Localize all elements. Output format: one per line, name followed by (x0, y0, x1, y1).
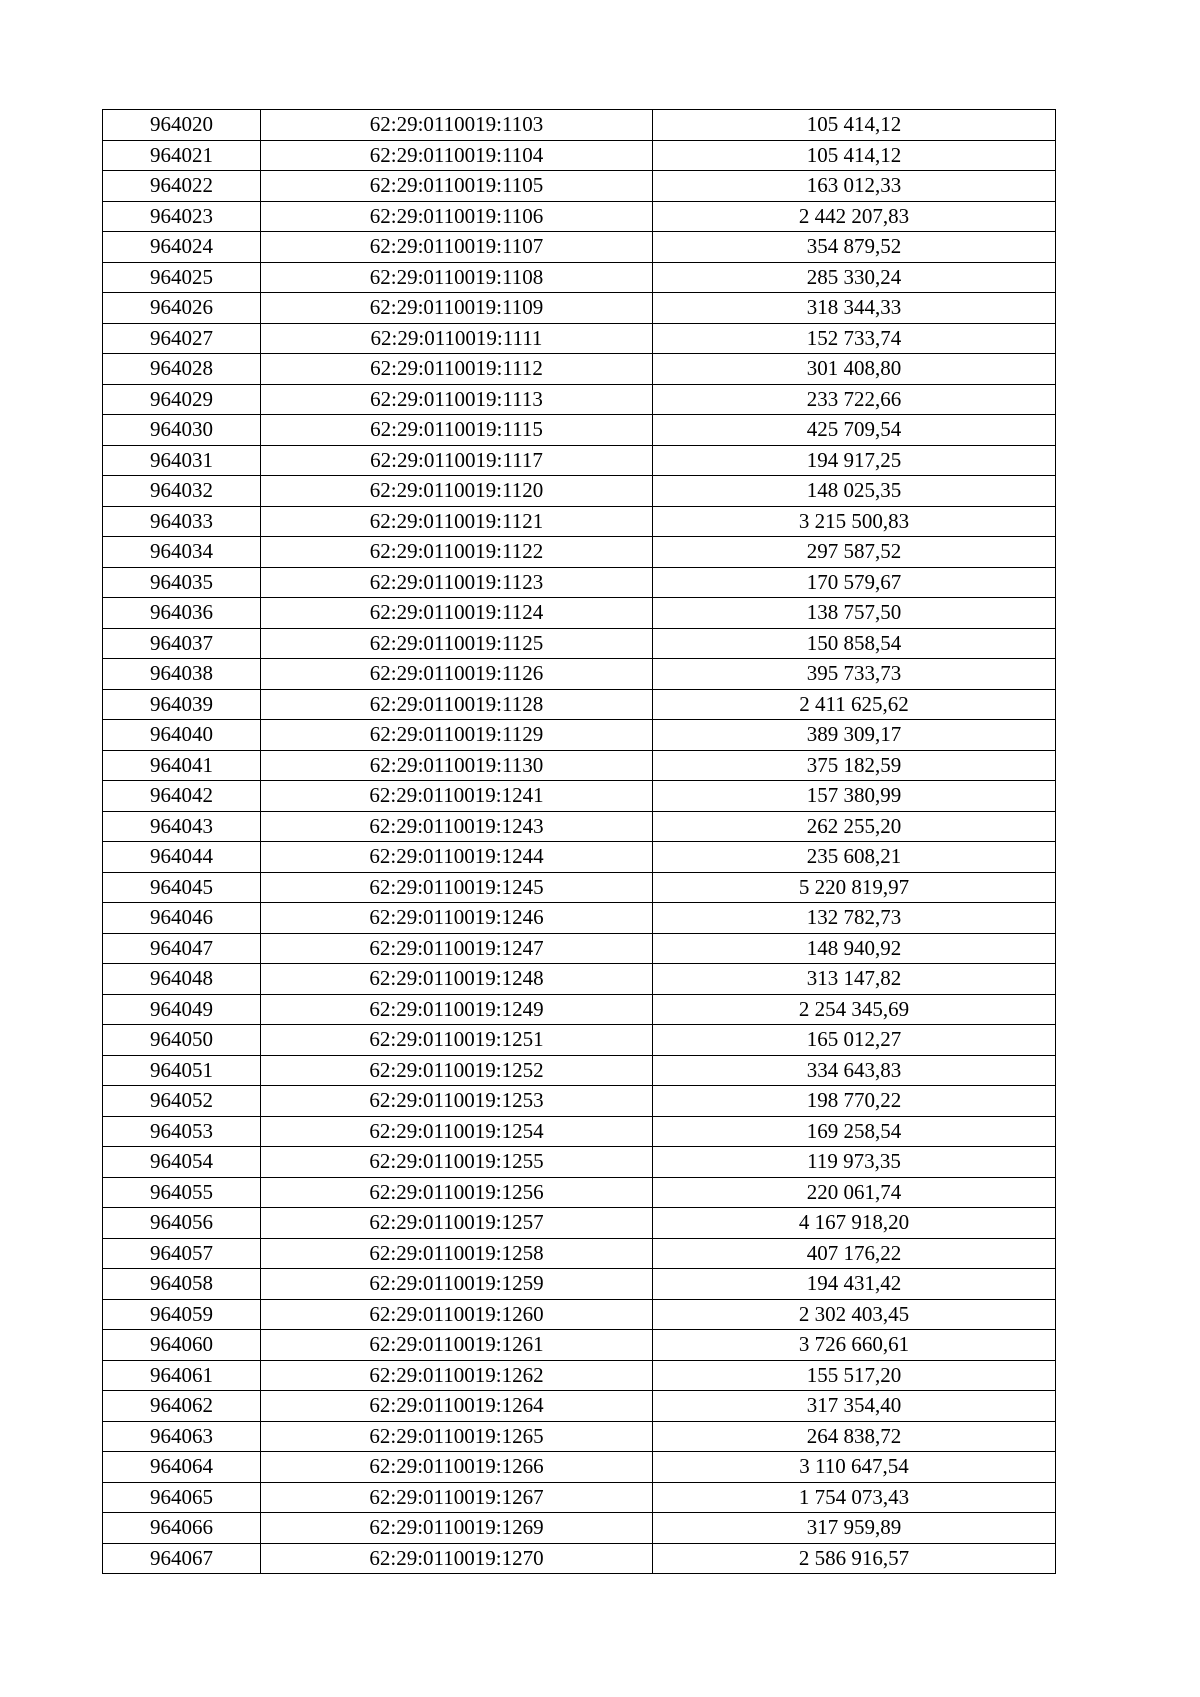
row-number-cell: 964043 (103, 811, 261, 842)
table-row (103, 659, 1056, 690)
table-row (103, 628, 1056, 659)
table-row (103, 1513, 1056, 1544)
value-cell: 148 940,92 (653, 933, 1056, 964)
value-cell: 1 754 073,43 (653, 1482, 1056, 1513)
cadastral-number-cell: 62:29:0110019:1128 (261, 689, 653, 720)
table-row (103, 1391, 1056, 1422)
value-cell: 150 858,54 (653, 628, 1056, 659)
value-cell: 264 838,72 (653, 1421, 1056, 1452)
cadastral-number-cell: 62:29:0110019:1260 (261, 1299, 653, 1330)
value-cell: 169 258,54 (653, 1116, 1056, 1147)
value-cell: 317 354,40 (653, 1391, 1056, 1422)
table-row (103, 506, 1056, 537)
table-row (103, 293, 1056, 324)
row-number-cell: 964062 (103, 1391, 261, 1422)
value-cell: 235 608,21 (653, 842, 1056, 873)
row-number-cell: 964054 (103, 1147, 261, 1178)
row-number-cell: 964060 (103, 1330, 261, 1361)
cadastral-number-cell: 62:29:0110019:1130 (261, 750, 653, 781)
row-number-cell: 964038 (103, 659, 261, 690)
table-row (103, 598, 1056, 629)
table-row (103, 872, 1056, 903)
value-cell: 2 302 403,45 (653, 1299, 1056, 1330)
table-row (103, 1299, 1056, 1330)
row-number-cell: 964046 (103, 903, 261, 934)
row-number-cell: 964059 (103, 1299, 261, 1330)
row-number-cell: 964047 (103, 933, 261, 964)
cadastral-number-cell: 62:29:0110019:1257 (261, 1208, 653, 1239)
value-cell: 4 167 918,20 (653, 1208, 1056, 1239)
row-number-cell: 964033 (103, 506, 261, 537)
value-cell: 194 431,42 (653, 1269, 1056, 1300)
cadastral-number-cell: 62:29:0110019:1259 (261, 1269, 653, 1300)
cadastral-number-cell: 62:29:0110019:1105 (261, 171, 653, 202)
row-number-cell: 964053 (103, 1116, 261, 1147)
table-row (103, 537, 1056, 568)
row-number-cell: 964042 (103, 781, 261, 812)
table-row (103, 1421, 1056, 1452)
row-number-cell: 964029 (103, 384, 261, 415)
cadastral-number-cell: 62:29:0110019:1261 (261, 1330, 653, 1361)
table-row (103, 354, 1056, 385)
table-row (103, 1116, 1056, 1147)
table-row (103, 232, 1056, 263)
cadastral-number-cell: 62:29:0110019:1243 (261, 811, 653, 842)
table-row (103, 567, 1056, 598)
row-number-cell: 964045 (103, 872, 261, 903)
row-number-cell: 964031 (103, 445, 261, 476)
cadastral-number-cell: 62:29:0110019:1258 (261, 1238, 653, 1269)
value-cell: 220 061,74 (653, 1177, 1056, 1208)
cadastral-number-cell: 62:29:0110019:1248 (261, 964, 653, 995)
cadastral-number-cell: 62:29:0110019:1249 (261, 994, 653, 1025)
cadastral-number-cell: 62:29:0110019:1121 (261, 506, 653, 537)
cadastral-number-cell: 62:29:0110019:1252 (261, 1055, 653, 1086)
cadastral-number-cell: 62:29:0110019:1109 (261, 293, 653, 324)
table-row (103, 964, 1056, 995)
value-cell: 5 220 819,97 (653, 872, 1056, 903)
cadastral-number-cell: 62:29:0110019:1256 (261, 1177, 653, 1208)
cadastral-number-cell: 62:29:0110019:1241 (261, 781, 653, 812)
row-number-cell: 964035 (103, 567, 261, 598)
cadastral-number-cell: 62:29:0110019:1254 (261, 1116, 653, 1147)
row-number-cell: 964020 (103, 110, 261, 141)
value-cell: 163 012,33 (653, 171, 1056, 202)
row-number-cell: 964027 (103, 323, 261, 354)
value-cell: 2 411 625,62 (653, 689, 1056, 720)
row-number-cell: 964050 (103, 1025, 261, 1056)
cadastral-number-cell: 62:29:0110019:1124 (261, 598, 653, 629)
row-number-cell: 964066 (103, 1513, 261, 1544)
row-number-cell: 964025 (103, 262, 261, 293)
value-cell: 297 587,52 (653, 537, 1056, 568)
value-cell: 317 959,89 (653, 1513, 1056, 1544)
value-cell: 2 586 916,57 (653, 1543, 1056, 1574)
value-cell: 334 643,83 (653, 1055, 1056, 1086)
row-number-cell: 964030 (103, 415, 261, 446)
table-row (103, 1025, 1056, 1056)
cadastral-number-cell: 62:29:0110019:1253 (261, 1086, 653, 1117)
table-row (103, 720, 1056, 751)
cadastral-number-cell: 62:29:0110019:1117 (261, 445, 653, 476)
cadastral-number-cell: 62:29:0110019:1112 (261, 354, 653, 385)
value-cell: 389 309,17 (653, 720, 1056, 751)
value-cell: 3 215 500,83 (653, 506, 1056, 537)
table-row (103, 415, 1056, 446)
cadastral-number-cell: 62:29:0110019:1269 (261, 1513, 653, 1544)
cadastral-number-cell: 62:29:0110019:1115 (261, 415, 653, 446)
value-cell: 155 517,20 (653, 1360, 1056, 1391)
cadastral-number-cell: 62:29:0110019:1270 (261, 1543, 653, 1574)
value-cell: 194 917,25 (653, 445, 1056, 476)
table-row (103, 933, 1056, 964)
cadastral-number-cell: 62:29:0110019:1129 (261, 720, 653, 751)
table-row (103, 994, 1056, 1025)
row-number-cell: 964036 (103, 598, 261, 629)
value-cell: 285 330,24 (653, 262, 1056, 293)
table-row (103, 1238, 1056, 1269)
value-cell: 165 012,27 (653, 1025, 1056, 1056)
value-cell: 354 879,52 (653, 232, 1056, 263)
value-cell: 105 414,12 (653, 110, 1056, 141)
value-cell: 138 757,50 (653, 598, 1056, 629)
table-row (103, 689, 1056, 720)
row-number-cell: 964044 (103, 842, 261, 873)
row-number-cell: 964067 (103, 1543, 261, 1574)
table-row (103, 1543, 1056, 1574)
row-number-cell: 964052 (103, 1086, 261, 1117)
cadastral-number-cell: 62:29:0110019:1265 (261, 1421, 653, 1452)
value-cell: 313 147,82 (653, 964, 1056, 995)
table-row (103, 1208, 1056, 1239)
row-number-cell: 964048 (103, 964, 261, 995)
row-number-cell: 964063 (103, 1421, 261, 1452)
value-cell: 198 770,22 (653, 1086, 1056, 1117)
row-number-cell: 964041 (103, 750, 261, 781)
cadastral-number-cell: 62:29:0110019:1266 (261, 1452, 653, 1483)
value-cell: 425 709,54 (653, 415, 1056, 446)
value-cell: 233 722,66 (653, 384, 1056, 415)
cadastral-number-cell: 62:29:0110019:1120 (261, 476, 653, 507)
table-row (103, 1055, 1056, 1086)
value-cell: 3 110 647,54 (653, 1452, 1056, 1483)
row-number-cell: 964022 (103, 171, 261, 202)
table-row (103, 781, 1056, 812)
table-row (103, 384, 1056, 415)
table-body (103, 110, 1056, 1574)
value-cell: 152 733,74 (653, 323, 1056, 354)
value-cell: 132 782,73 (653, 903, 1056, 934)
value-cell: 2 254 345,69 (653, 994, 1056, 1025)
value-cell: 170 579,67 (653, 567, 1056, 598)
row-number-cell: 964061 (103, 1360, 261, 1391)
value-cell: 318 344,33 (653, 293, 1056, 324)
value-cell: 119 973,35 (653, 1147, 1056, 1178)
row-number-cell: 964058 (103, 1269, 261, 1300)
value-cell: 395 733,73 (653, 659, 1056, 690)
table-row (103, 201, 1056, 232)
cadastral-number-cell: 62:29:0110019:1123 (261, 567, 653, 598)
row-number-cell: 964023 (103, 201, 261, 232)
row-number-cell: 964051 (103, 1055, 261, 1086)
table-row (103, 1360, 1056, 1391)
cadastral-number-cell: 62:29:0110019:1267 (261, 1482, 653, 1513)
table-row (103, 1330, 1056, 1361)
row-number-cell: 964057 (103, 1238, 261, 1269)
value-cell: 3 726 660,61 (653, 1330, 1056, 1361)
table-row (103, 476, 1056, 507)
cadastral-number-cell: 62:29:0110019:1103 (261, 110, 653, 141)
value-cell: 148 025,35 (653, 476, 1056, 507)
table-row (103, 1086, 1056, 1117)
row-number-cell: 964049 (103, 994, 261, 1025)
table-row (103, 750, 1056, 781)
cadastral-number-cell: 62:29:0110019:1104 (261, 140, 653, 171)
cadastral-number-cell: 62:29:0110019:1108 (261, 262, 653, 293)
table-row (103, 1482, 1056, 1513)
cadastral-number-cell: 62:29:0110019:1264 (261, 1391, 653, 1422)
cadastral-number-cell: 62:29:0110019:1126 (261, 659, 653, 690)
table-row (103, 171, 1056, 202)
cadastral-number-cell: 62:29:0110019:1122 (261, 537, 653, 568)
cadastral-number-cell: 62:29:0110019:1251 (261, 1025, 653, 1056)
table-row (103, 323, 1056, 354)
table-row (103, 903, 1056, 934)
cadastral-value-table (102, 109, 1056, 1574)
table-row (103, 1452, 1056, 1483)
row-number-cell: 964032 (103, 476, 261, 507)
row-number-cell: 964064 (103, 1452, 261, 1483)
table-row (103, 1147, 1056, 1178)
row-number-cell: 964026 (103, 293, 261, 324)
table-row (103, 842, 1056, 873)
cadastral-number-cell: 62:29:0110019:1262 (261, 1360, 653, 1391)
table-row (103, 445, 1056, 476)
table-row (103, 1177, 1056, 1208)
table-row (103, 110, 1056, 141)
value-cell: 407 176,22 (653, 1238, 1056, 1269)
row-number-cell: 964028 (103, 354, 261, 385)
row-number-cell: 964065 (103, 1482, 261, 1513)
row-number-cell: 964021 (103, 140, 261, 171)
value-cell: 157 380,99 (653, 781, 1056, 812)
row-number-cell: 964040 (103, 720, 261, 751)
cadastral-number-cell: 62:29:0110019:1113 (261, 384, 653, 415)
table-row (103, 811, 1056, 842)
cadastral-number-cell: 62:29:0110019:1125 (261, 628, 653, 659)
value-cell: 105 414,12 (653, 140, 1056, 171)
cadastral-number-cell: 62:29:0110019:1244 (261, 842, 653, 873)
cadastral-number-cell: 62:29:0110019:1255 (261, 1147, 653, 1178)
cadastral-number-cell: 62:29:0110019:1106 (261, 201, 653, 232)
row-number-cell: 964024 (103, 232, 261, 263)
row-number-cell: 964055 (103, 1177, 261, 1208)
value-cell: 375 182,59 (653, 750, 1056, 781)
cadastral-number-cell: 62:29:0110019:1245 (261, 872, 653, 903)
row-number-cell: 964037 (103, 628, 261, 659)
table-row (103, 262, 1056, 293)
value-cell: 2 442 207,83 (653, 201, 1056, 232)
cadastral-number-cell: 62:29:0110019:1107 (261, 232, 653, 263)
cadastral-number-cell: 62:29:0110019:1246 (261, 903, 653, 934)
table-row (103, 1269, 1056, 1300)
row-number-cell: 964039 (103, 689, 261, 720)
cadastral-number-cell: 62:29:0110019:1247 (261, 933, 653, 964)
table-row (103, 140, 1056, 171)
row-number-cell: 964056 (103, 1208, 261, 1239)
value-cell: 262 255,20 (653, 811, 1056, 842)
cadastral-number-cell: 62:29:0110019:1111 (261, 323, 653, 354)
row-number-cell: 964034 (103, 537, 261, 568)
value-cell: 301 408,80 (653, 354, 1056, 385)
